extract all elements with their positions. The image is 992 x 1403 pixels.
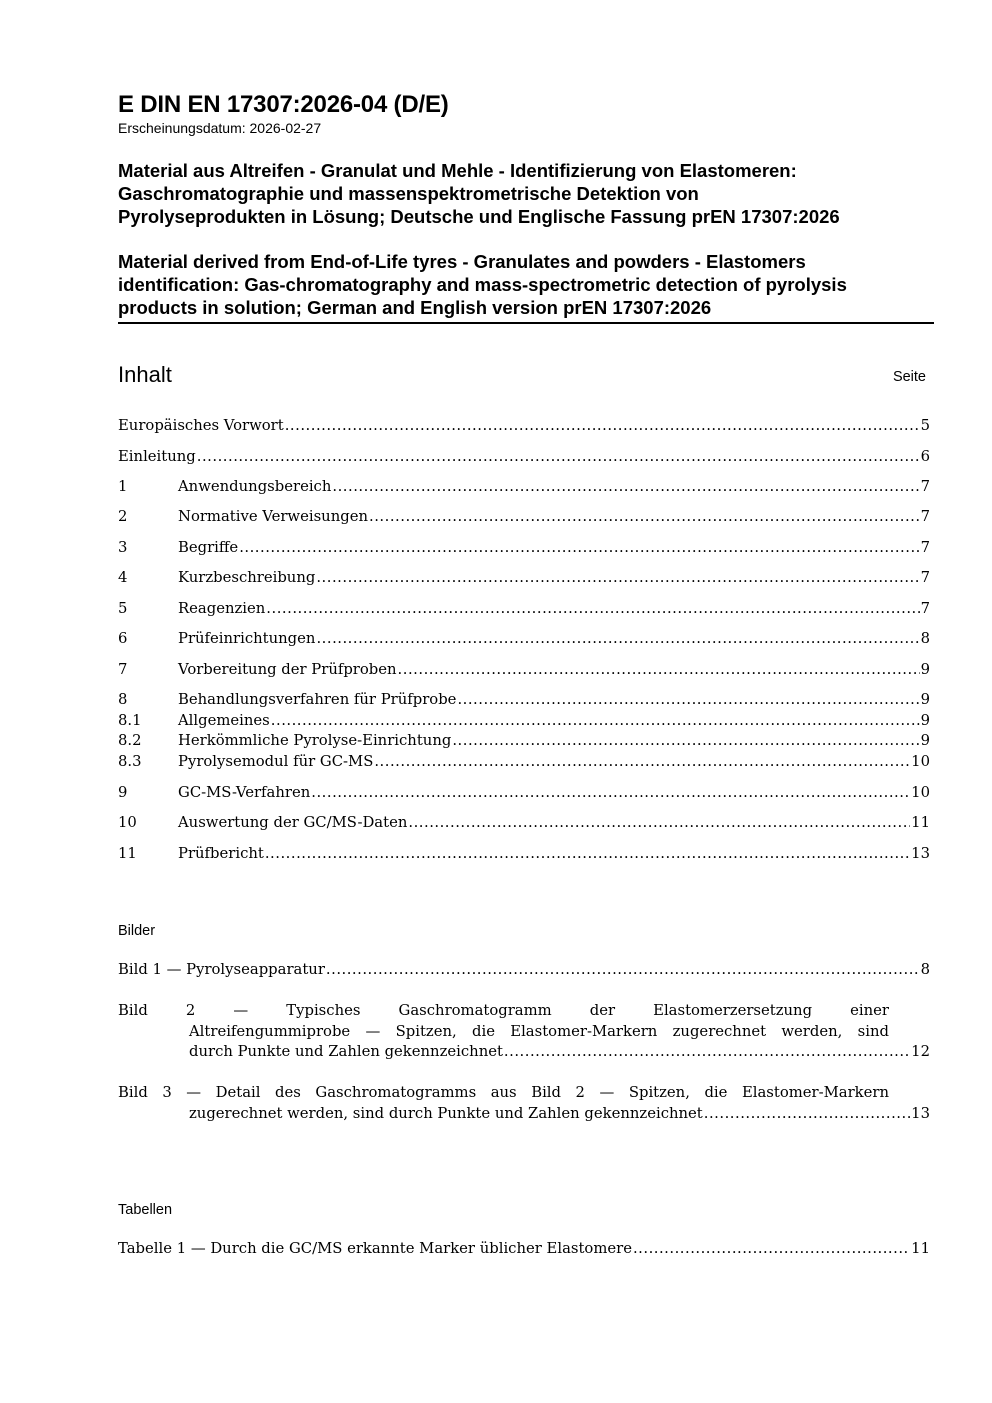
- figure-entry-line: Bild 3 — Detail des Gaschromatogramms aus Bild 2 — Spitzen, die Elastomer-Markern: [118, 1084, 889, 1101]
- toc-leader: [398, 661, 920, 678]
- toc-entry[interactable]: [118, 784, 930, 804]
- title-german-line: Pyrolyseprodukten in Lösung; Deutsche und Englische Fassung prEN 17307:2026: [118, 206, 840, 227]
- toc-entry[interactable]: [118, 600, 930, 620]
- title-english-line: identification: Gas-chromatography and mass-spectrometric detection of pyrolysis: [118, 274, 847, 295]
- toc-heading: [118, 361, 926, 389]
- toc-entry-label: Allgemeines: [178, 712, 270, 729]
- table-entry-1[interactable]: [118, 1240, 930, 1260]
- toc-leader: [457, 691, 919, 708]
- figure-entry-page: 8: [920, 961, 930, 978]
- toc-entry-page: 8: [920, 630, 930, 647]
- title-english-line: Material derived from End-of-Life tyres - Granulates and powders - Elastomers: [118, 251, 806, 272]
- document-id: E DIN EN 17307:2026-04 (D/E): [118, 91, 449, 118]
- tables-heading: Tabellen: [118, 1202, 173, 1218]
- toc-leader: [374, 753, 910, 770]
- toc-leader: [332, 478, 919, 495]
- toc-leader: [265, 845, 910, 862]
- toc-entry-label: Kurzbeschreibung: [178, 569, 316, 586]
- title-german: [118, 159, 934, 228]
- toc-entry-page: 13: [911, 845, 930, 862]
- toc-entry[interactable]: [118, 539, 930, 559]
- toc-entry-page: 7: [920, 478, 930, 495]
- toc-entry[interactable]: [118, 845, 930, 865]
- title-english-line: products in solution; German and English version prEN 17307:2026: [118, 297, 712, 318]
- toc-entry-page: 6: [920, 448, 930, 465]
- header-rule: [118, 322, 934, 324]
- toc-entry[interactable]: [118, 569, 930, 589]
- figure-entry-last-line: [118, 1042, 930, 1063]
- toc-entry[interactable]: [118, 448, 930, 468]
- figure-entry-page: 13: [911, 1104, 930, 1122]
- toc-entry[interactable]: [118, 478, 930, 498]
- toc-entry-label: Anwendungsbereich: [178, 478, 332, 495]
- toc-entry[interactable]: [118, 732, 930, 752]
- toc-leader: [316, 569, 919, 586]
- toc-leader: [504, 1042, 910, 1063]
- toc-entry-page: 9: [920, 661, 930, 678]
- toc-entry[interactable]: [118, 417, 930, 437]
- toc-entry-label: Prüfbericht: [178, 845, 264, 862]
- toc-entry-number: 9: [118, 784, 128, 801]
- toc-leader: [316, 630, 919, 647]
- toc-leader: [311, 784, 910, 801]
- toc-leader: [369, 508, 920, 525]
- toc-entry-page: 7: [920, 569, 930, 586]
- toc-entry-page: 9: [920, 712, 930, 729]
- toc-entry-number: 2: [118, 508, 128, 525]
- table-entry-page: 11: [911, 1240, 930, 1257]
- toc-leader: [271, 712, 920, 729]
- toc-entry[interactable]: [118, 712, 930, 732]
- title-english: [118, 250, 934, 319]
- toc-leader: [408, 814, 910, 831]
- toc-entry-page: 10: [911, 753, 930, 770]
- toc-entry-page: 7: [920, 508, 930, 525]
- figure-entry-line: durch Punkte und Zahlen gekennzeichnet: [189, 1043, 503, 1060]
- toc-entry-page: 11: [911, 814, 930, 831]
- toc-entry[interactable]: [118, 508, 930, 528]
- toc-entry[interactable]: [118, 630, 930, 650]
- figure-entry-line: Bild 2 — Typisches Gaschromatogramm der Elastomerzersetzung einer: [118, 1002, 889, 1019]
- toc-entry-label: GC-MS-Verfahren: [178, 784, 311, 801]
- toc-entry-label: Reagenzien: [178, 600, 266, 617]
- toc-entry[interactable]: [118, 661, 930, 681]
- toc-entry-page: 7: [920, 539, 930, 556]
- title-german-line: Material aus Altreifen - Granulat und Mehle - Identifizierung von Elastomeren:: [118, 160, 797, 181]
- toc-entry-label: Einleitung: [118, 448, 196, 465]
- publication-date: Erscheinungsdatum: 2026-02-27: [118, 120, 322, 136]
- toc-entry[interactable]: [118, 691, 930, 711]
- toc-entry-page: 9: [920, 732, 930, 749]
- title-german-line: Gaschromatographie und massenspektrometrische Detektion von: [118, 183, 699, 204]
- toc-entry-label: Pyrolysemodul für GC-MS: [178, 753, 374, 770]
- figure-entry-line: Altreifengummiprobe — Spitzen, die Elastomer-Markern zugerechnet werden, sind: [189, 1022, 889, 1040]
- toc-entry-page: 10: [911, 784, 930, 801]
- figure-entry-line: zugerechnet werden, sind durch Punkte und Zahlen gekennzeichnet: [189, 1104, 703, 1122]
- toc-entry-label: Herkömmliche Pyrolyse-Einrichtung: [178, 732, 452, 749]
- figure-entry-page: 12: [911, 1043, 930, 1060]
- toc-entry-label: Auswertung der GC/MS-Daten: [178, 814, 408, 831]
- toc-entry[interactable]: [118, 814, 930, 834]
- figure-entry-3[interactable]: [118, 1083, 930, 1124]
- toc-leader: [197, 448, 920, 465]
- figure-entry-1[interactable]: [118, 961, 930, 981]
- toc-leader: [266, 600, 919, 617]
- toc-entry-number: 10: [118, 814, 137, 831]
- toc-entry-label: Vorbereitung der Prüfproben: [178, 661, 397, 678]
- toc-entry-number: 8: [118, 691, 128, 708]
- toc-leader: [633, 1240, 910, 1257]
- toc-entry[interactable]: [118, 753, 930, 773]
- toc-title: Inhalt: [118, 362, 172, 387]
- toc-entry-number: 8.3: [118, 753, 142, 770]
- toc-leader: [239, 539, 919, 556]
- toc-entry-number: 5: [118, 600, 128, 617]
- toc-entry-number: 3: [118, 539, 128, 556]
- toc-entry-page: 7: [920, 600, 930, 617]
- toc-entry-number: 4: [118, 569, 128, 586]
- toc-entry-label: Prüfeinrichtungen: [178, 630, 316, 647]
- toc-entry-number: 11: [118, 845, 137, 862]
- toc-leader: [285, 417, 920, 434]
- toc-entry-number: 7: [118, 661, 128, 678]
- toc-entry-number: 6: [118, 630, 128, 647]
- toc-entry-number: 1: [118, 478, 128, 495]
- toc-entry-number: 8.2: [118, 732, 142, 749]
- toc-leader: [704, 1104, 910, 1125]
- toc-entry-number: 8.1: [118, 712, 142, 729]
- toc-leader: [452, 732, 919, 749]
- toc-entry-page: 5: [920, 417, 930, 434]
- toc-entry-label: Normative Verweisungen: [178, 508, 369, 525]
- toc-entry-label: Europäisches Vorwort: [118, 417, 284, 434]
- toc-entry-label: Behandlungsverfahren für Prüfprobe: [178, 691, 457, 708]
- figure-entry-2[interactable]: [118, 1001, 930, 1063]
- toc-page-label: Seite: [892, 369, 926, 385]
- document-header: [118, 90, 934, 324]
- figures-heading: Bilder: [118, 923, 156, 939]
- toc-entry-page: 9: [920, 691, 930, 708]
- toc-leader: [326, 961, 920, 978]
- figure-entry-label: Bild 1 — Pyrolyseapparatur: [118, 961, 325, 978]
- table-entry-label: Tabelle 1 — Durch die GC/MS erkannte Marker üblicher Elastomere: [118, 1240, 632, 1257]
- figure-entry-last-line: [118, 1104, 930, 1125]
- toc-entry-label: Begriffe: [178, 539, 239, 556]
